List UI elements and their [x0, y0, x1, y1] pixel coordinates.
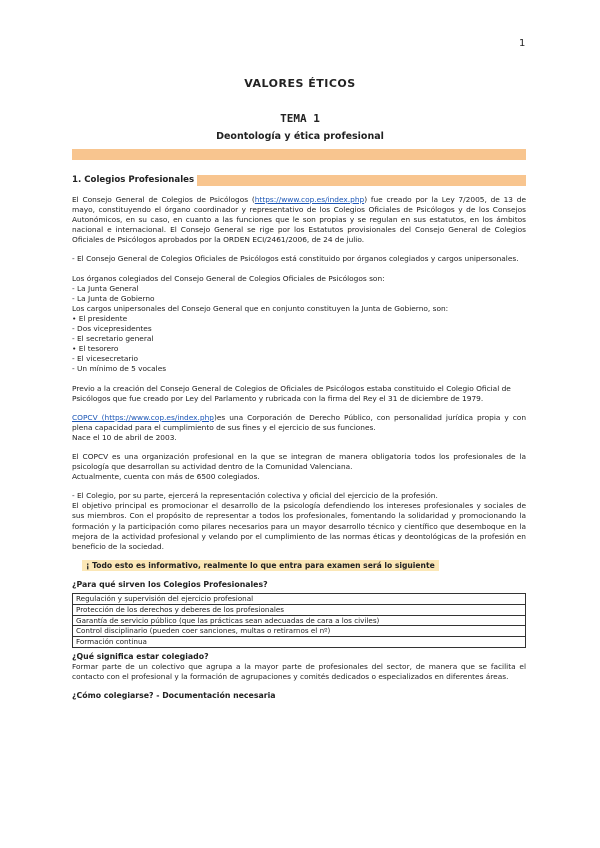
answer-colegiado: Formar parte de un colectivo que agrupa a la mayor parte de profesionales del sector, de manera que se facilita el contacto con el profesional y la formación de agrupaciones y comités dedicados o especializados en diferentes áreas. — [72, 662, 526, 682]
question-colegiado: ¿Qué significa estar colegiado? — [72, 651, 209, 661]
paragraph-text: El objetivo principal es promocionar el desarrollo de la psicología defendiendo los intereses profesionales y sociales de sus miembros. Con el propósito de representar a todos los profesionales, fomentando la solidaridad y promocionando la formación y la participación como pilares necesarios para un mayor desarrollo técnico y científico que desemboque en la mejora de la actividad profesional y velando por el cumplimiento de las normas éticas y deontológicas de la profesión en beneficio de la sociedad. — [72, 501, 526, 551]
table-row — [73, 615, 526, 626]
table-cell: Formación continua — [73, 637, 526, 648]
question-para-que-sirven: ¿Para qué sirven los Colegios Profesionales? — [72, 579, 268, 589]
document-subtitle: Deontología y ética profesional — [216, 131, 384, 142]
cargos-intro: Los cargos unipersonales del Consejo General que en conjunto constituyen la Junta de Gobierno, son: — [72, 303, 449, 313]
table-row — [73, 604, 526, 615]
paragraph-copcv — [72, 413, 526, 443]
paragraph-text: El Consejo General de Colegios de Psicólogos ( — [72, 195, 255, 204]
exam-note — [82, 561, 526, 571]
page-number: 1 — [519, 38, 526, 49]
organs-intro: Los órganos colegiados del Consejo General de Colegios Oficiales de Psicólogos son: — [72, 273, 385, 283]
exam-note-text: ¡ Todo esto es informativo, realmente lo que entra para examen será lo siguiente — [82, 560, 439, 571]
list-item: - Dos vicepresidentes — [72, 324, 152, 334]
table-cell: Protección de los derechos y deberes de los profesionales — [73, 604, 526, 615]
paragraph-text: El COPCV es una organización profesional en la que se integran de manera obligatoria todos los profesionales de la psicología que desarrollan su actividad dentro de la Comunidad Valenciana. — [72, 451, 526, 472]
paragraph-text: )es una Corporación de Derecho Público, con personalidad jurídica propia y con plena capacidad para el cumplimiento de sus fines y el ejercicio de sus funciones. — [72, 412, 527, 432]
list-item: - La Junta de Gobierno — [72, 293, 155, 303]
paragraph-text: Actualmente, cuenta con más de 6500 colegiados. — [72, 472, 260, 482]
table-row — [73, 594, 526, 605]
tema-heading: TEMA 1 — [280, 112, 320, 125]
table-cell: Regulación y supervisión del ejercicio profesional — [73, 594, 526, 605]
table-cell: Garantía de servicio público (que las prácticas sean adecuadas de cara a los civiles) — [73, 615, 526, 626]
paragraph-previo: Previo a la creación del Consejo General de Colegios de Oficiales de Psicólogos estaba constituido el Colegio Oficial de Psicólogos que fue creado por Ley del Parlamento y rubricada con la firma del Rey el 31 de diciembre de 1979. — [72, 383, 511, 403]
organs-list — [72, 284, 526, 304]
paragraph-constitucion: - El Consejo General de Colegios Oficiales de Psicólogos está constituido por órganos colegiados y cargos unipersonales. — [72, 254, 519, 264]
list-item: • El presidente — [72, 313, 128, 323]
list-item: - El secretario general — [72, 334, 154, 344]
accent-divider — [72, 149, 526, 160]
cop-link[interactable]: https://www.cop.es/index.php — [254, 195, 365, 204]
list-item: - El vicesecretario — [72, 354, 139, 364]
functions-table — [72, 593, 526, 648]
section-heading-label: 1. Colegios Profesionales — [72, 175, 195, 186]
table-cell: Control disciplinario (pueden coer sanciones, multas o retirarnos el nº) — [73, 626, 526, 637]
paragraph-text: ) fue creado por la Ley 7/2005, de 13 de mayo, constituyendo el órgano coordinador y representativo de los Colegios Oficiales de Psicólogos y de los Consejos Autonómicos, en su caso, en cuanto a las funciones que le son propias y se regulan en sus estatutos, en los ámbitos nacional e internacional. El Consejo General se rige por los Estatutos provisionales del Consejo General de Colegios Oficiales de Psicólogos aprobados por la ORDEN ECI/2461/2006, de 24 de julio. — [72, 195, 526, 245]
paragraph-text: - El Colegio, por su parte, ejercerá la representación colectiva y oficial del ejercicio de la profesión. — [72, 491, 438, 501]
cargos-list — [72, 314, 526, 375]
document-body — [72, 175, 526, 704]
paragraph-copcv-organizacion — [72, 452, 526, 482]
table-row — [73, 626, 526, 637]
list-item: • El tesorero — [72, 344, 119, 354]
document-title: VALORES ÉTICOS — [244, 77, 356, 90]
organos-block — [72, 274, 526, 375]
paragraph-colegio-objetivo — [72, 491, 526, 552]
paragraph-text: Nace el 10 de abril de 2003. — [72, 432, 177, 442]
list-item: - La Junta General — [72, 283, 139, 293]
question-como-colegiarse: ¿Cómo colegiarse? - Documentación necesaria — [72, 691, 276, 701]
section-heading-colegios — [72, 175, 526, 186]
section-heading-bar — [197, 175, 526, 186]
paragraph-consejo-general — [72, 195, 526, 245]
copcv-link[interactable]: COPCV (https://www.cop.es/index.php — [72, 412, 214, 422]
list-item: - Un mínimo de 5 vocales — [72, 364, 167, 374]
table-row — [73, 637, 526, 648]
